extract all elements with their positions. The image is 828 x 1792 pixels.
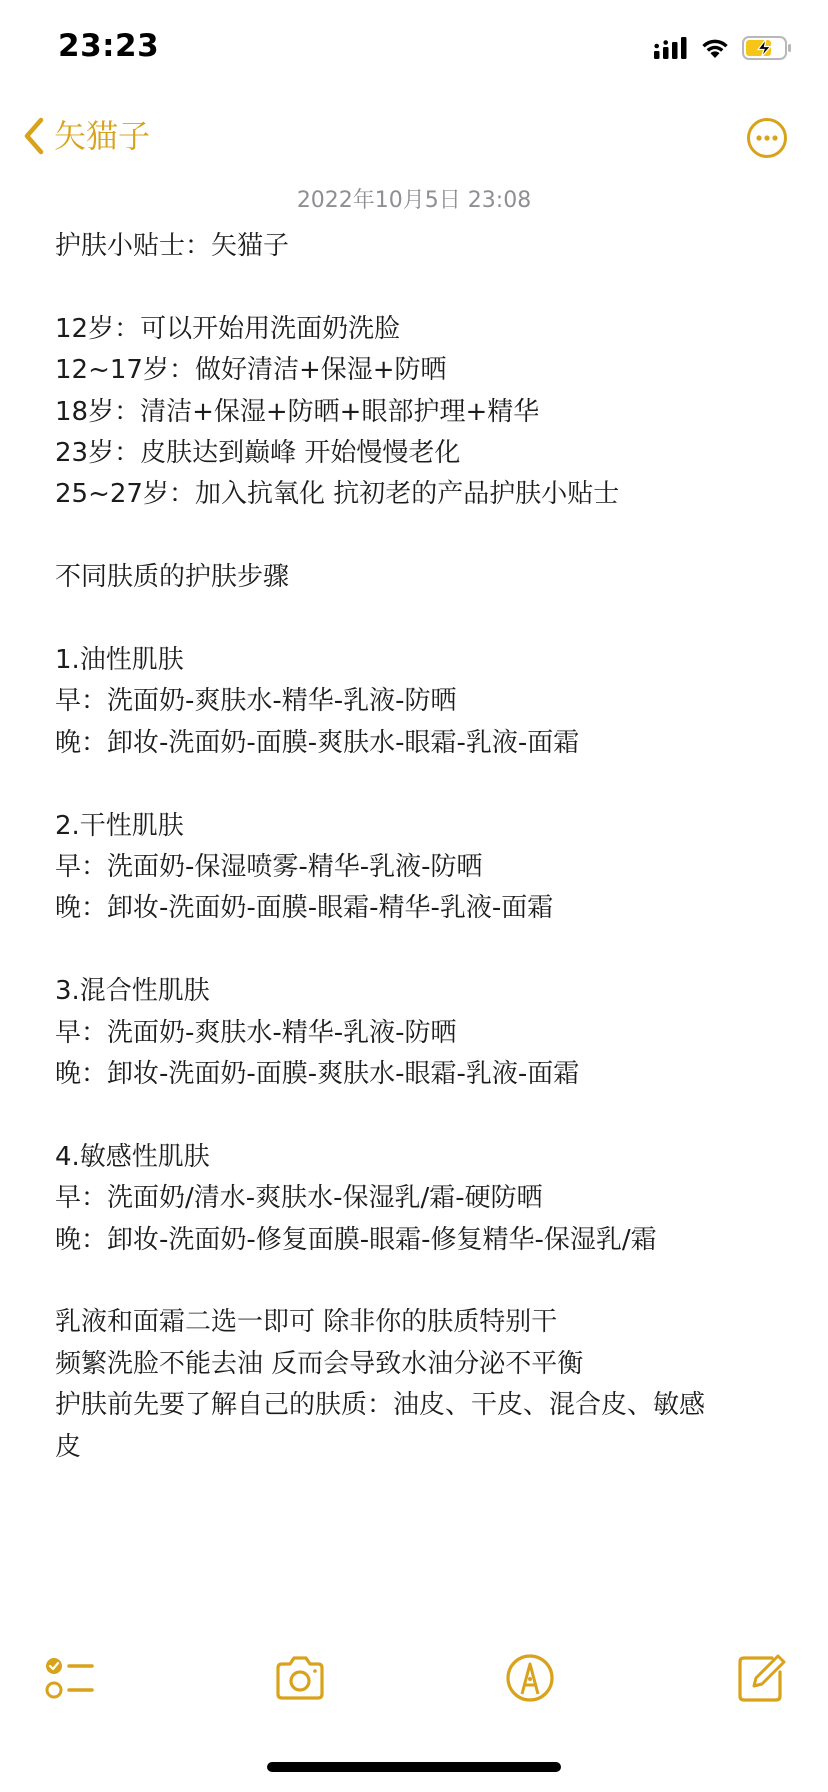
markup-button[interactable]	[502, 1650, 558, 1706]
back-button[interactable]	[22, 117, 150, 155]
note-line: 频繁洗脸不能去油 反而会导致水油分泌不平衡	[55, 1348, 584, 1379]
note-line: 护肤前先要了解自己的肤质：油皮、干皮、混合皮、敏感	[55, 1390, 706, 1421]
note-body[interactable]	[55, 226, 785, 1468]
note-blank-line	[55, 930, 785, 971]
note-line: 23岁：皮肤达到巅峰 开始慢慢老化	[55, 438, 461, 469]
compose-icon	[732, 1650, 788, 1706]
note-blank-line	[55, 267, 785, 308]
bottom-toolbar	[0, 1650, 828, 1710]
note-date: 2022年10月5日 23:08	[296, 188, 532, 213]
note-line: 早：洗面奶-爽肤水-精华-乳液-防晒	[55, 1017, 457, 1048]
nav-bar	[0, 105, 828, 175]
cellular-signal-icon	[654, 37, 688, 59]
status-time: 23:23	[58, 28, 160, 64]
battery-charging-icon	[742, 36, 792, 60]
note-line: 2.干性肌肤	[55, 810, 184, 841]
note-line: 皮	[55, 1431, 82, 1462]
note-line: 3.混合性肌肤	[55, 976, 210, 1007]
status-bar	[0, 0, 828, 100]
compose-button[interactable]	[732, 1650, 788, 1706]
more-button[interactable]	[746, 117, 788, 159]
note-blank-line	[55, 516, 785, 557]
note-line: 不同肤质的护肤步骤	[55, 562, 290, 593]
back-label: 矢猫子	[54, 117, 151, 155]
note-line: 25~27岁：加入抗氧化 抗初老的产品护肤小贴士	[55, 479, 620, 510]
ellipsis-circle-icon	[746, 117, 788, 159]
note-line: 早：洗面奶/清水-爽肤水-保湿乳/霜-硬防晒	[55, 1183, 543, 1214]
note-blank-line	[55, 764, 785, 805]
note-blank-line	[55, 599, 785, 640]
note-line: 早：洗面奶-保湿喷雾-精华-乳液-防晒	[55, 852, 483, 883]
checklist-button[interactable]	[42, 1650, 98, 1706]
note-line: 晚：卸妆-洗面奶-修复面膜-眼霜-修复精华-保湿乳/霜	[55, 1224, 657, 1255]
camera-icon	[272, 1650, 328, 1706]
home-indicator	[267, 1762, 561, 1772]
note-line: 18岁：清洁+保湿+防晒+眼部护理+精华	[55, 396, 540, 427]
note-line: 12~17岁：做好清洁+保湿+防晒	[55, 355, 447, 386]
status-icons	[654, 36, 792, 60]
note-line: 晚：卸妆-洗面奶-面膜-爽肤水-眼霜-乳液-面霜	[55, 727, 580, 758]
note-line: 12岁：可以开始用洗面奶洗脸	[55, 313, 401, 344]
note-line: 早：洗面奶-爽肤水-精华-乳液-防晒	[55, 686, 457, 717]
markup-pen-icon	[502, 1650, 558, 1706]
note-line: 4.敏感性肌肤	[55, 1141, 210, 1172]
chevron-left-icon	[22, 117, 46, 155]
note-line: 1.油性肌肤	[55, 645, 184, 676]
wifi-icon	[700, 37, 730, 59]
camera-button[interactable]	[272, 1650, 328, 1706]
note-line: 晚：卸妆-洗面奶-面膜-爽肤水-眼霜-乳液-面霜	[55, 1059, 580, 1090]
note-line: 晚：卸妆-洗面奶-面膜-眼霜-精华-乳液-面霜	[55, 893, 554, 924]
note-blank-line	[55, 1095, 785, 1136]
note-line: 护肤小贴士：矢猫子	[55, 231, 290, 261]
checklist-icon	[42, 1650, 98, 1706]
note-line: 乳液和面霜二选一即可 除非你的肤质特别干	[55, 1307, 558, 1338]
note-blank-line	[55, 1261, 785, 1302]
